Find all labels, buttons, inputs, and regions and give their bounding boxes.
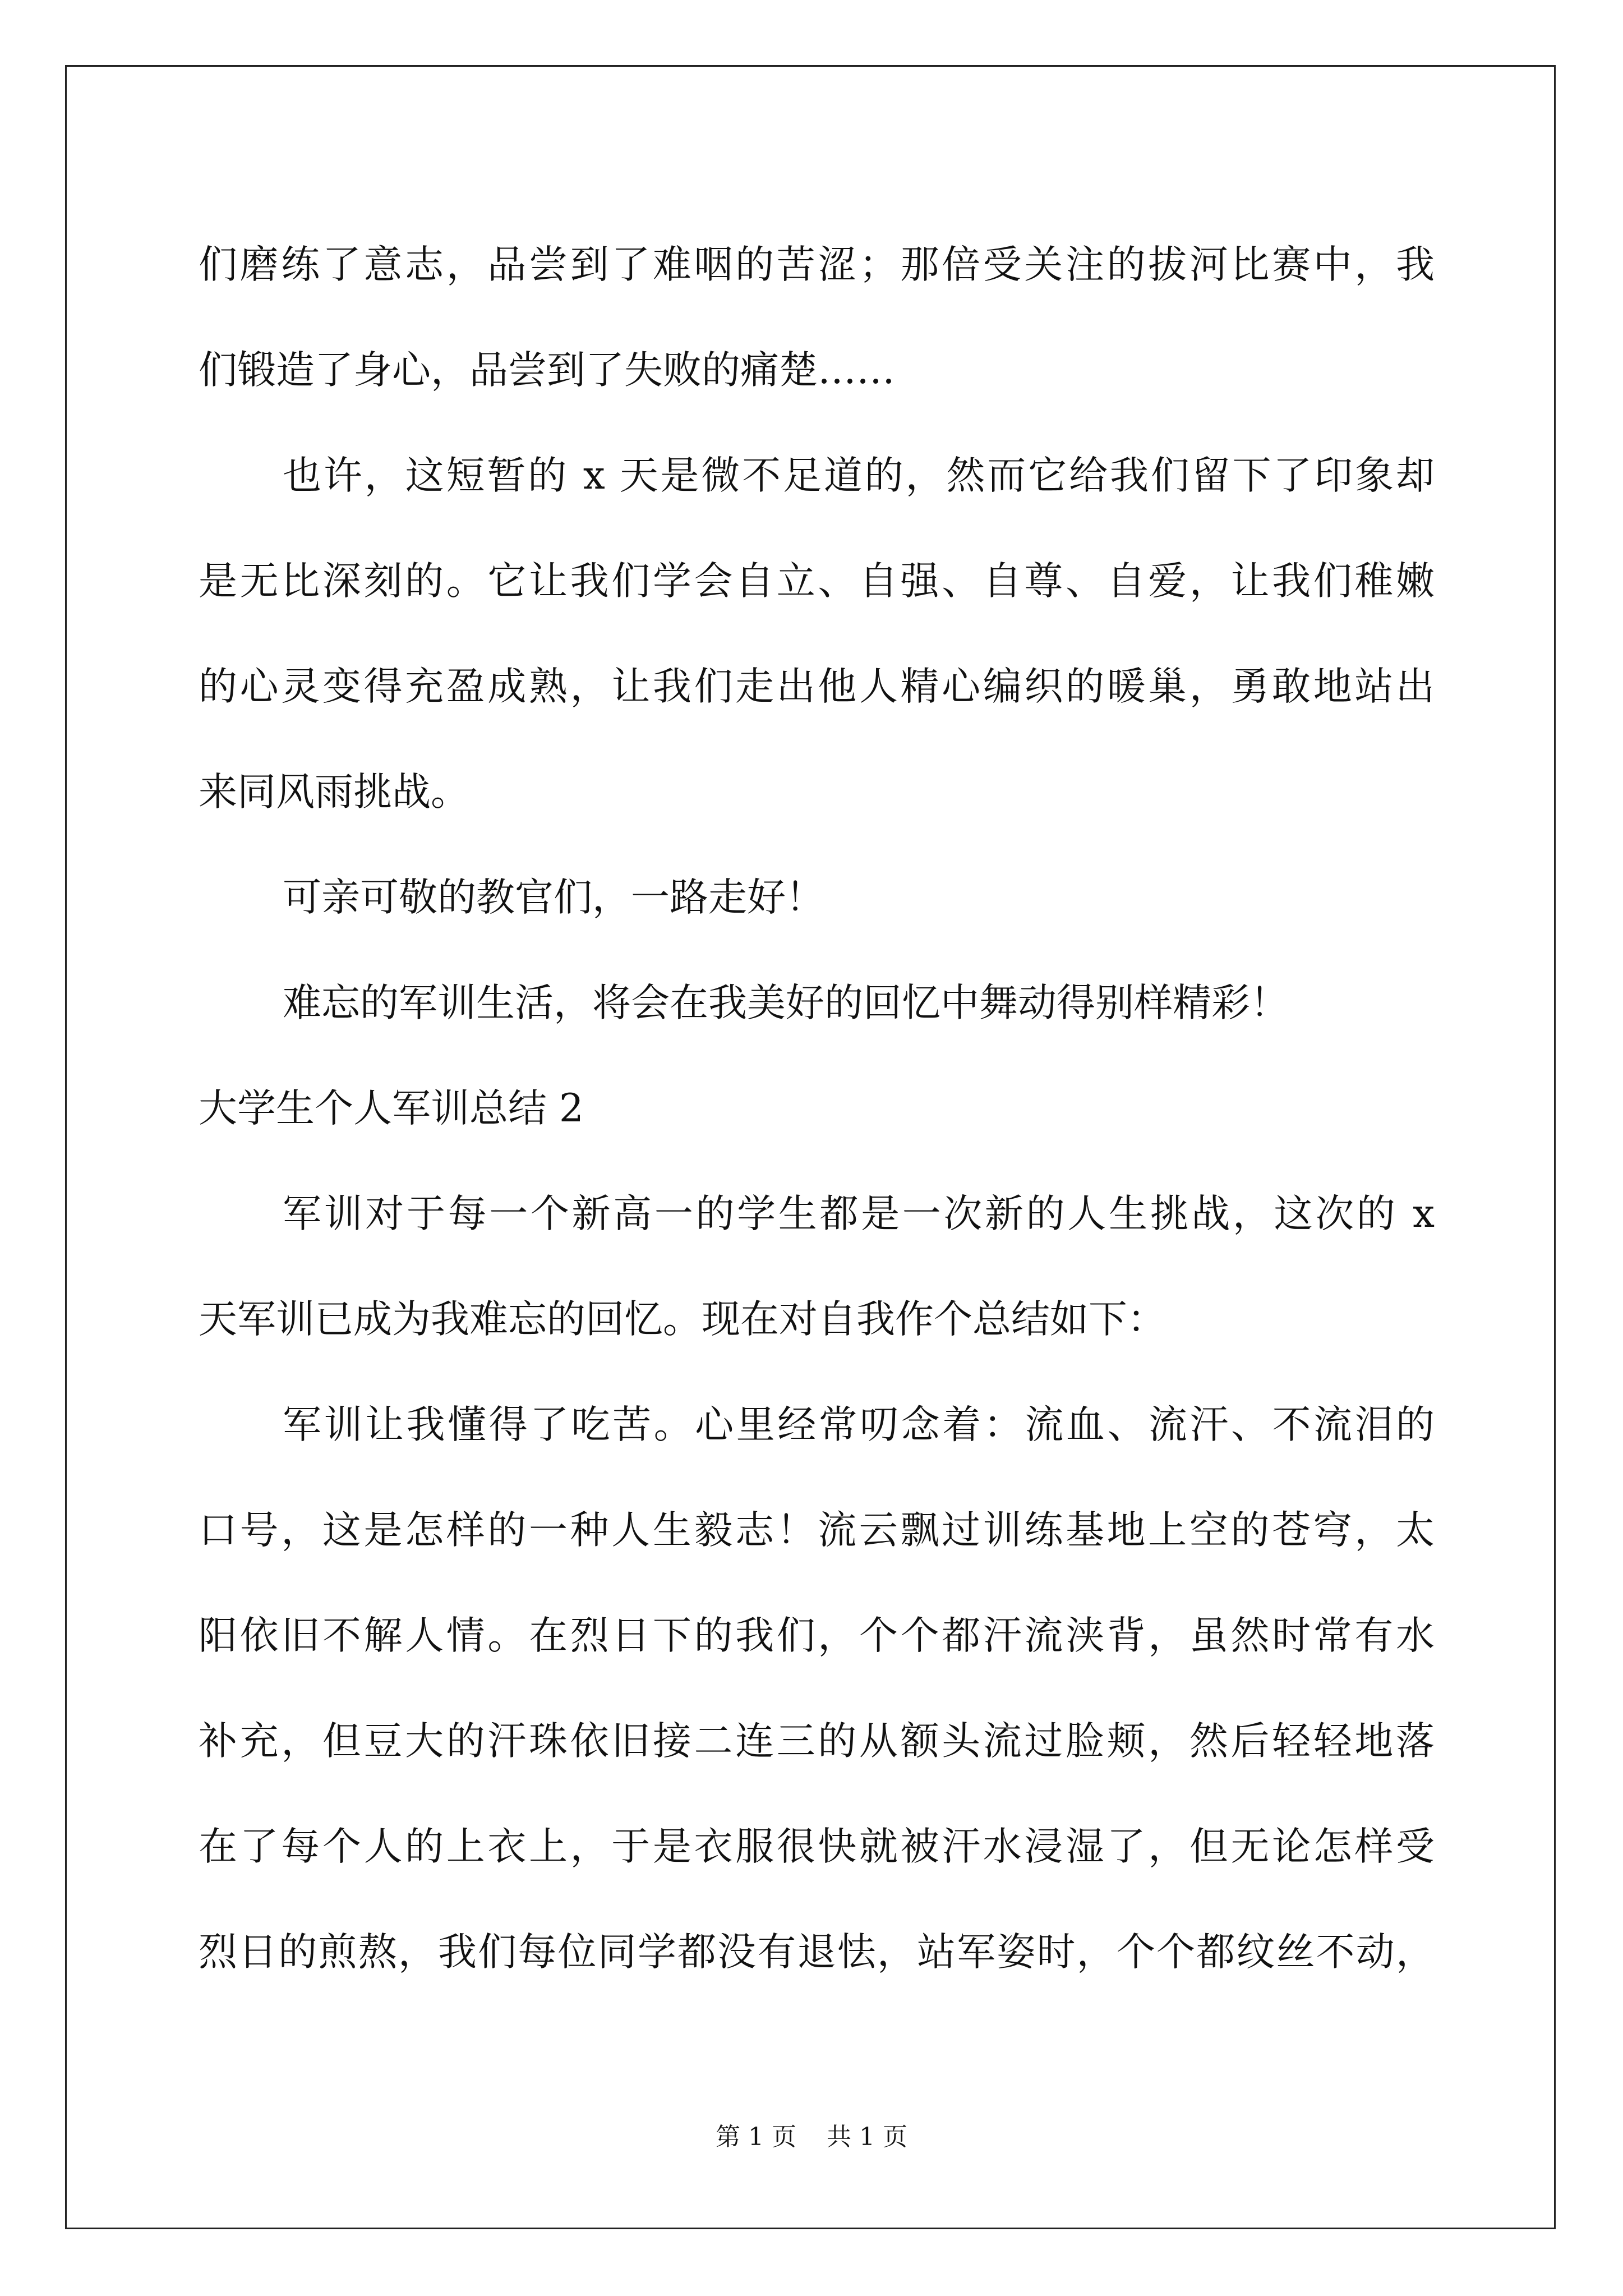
body-line: 们磨练了意志，品尝到了难咽的苦涩；那倍受关注的拔河比赛中，我 [199,242,1435,287]
page-total: 共 1 页 [827,2123,907,2151]
body-line: 补充，但豆大的汗珠依旧接二连三的从额头流过脸颊，然后轻轻地落 [199,1719,1435,1764]
body-line: 烈日的煎熬，我们每位同学都没有退怯，站军姿时，个个都纹丝不动， [199,1930,1435,1975]
body-line: 阳依旧不解人情。在烈日下的我们，个个都汗流浃背，虽然时常有水 [199,1613,1435,1658]
body-line: 军训对于每一个新高一的学生都是一次新的人生挑战，这次的 x [283,1191,1435,1236]
document-body [199,212,1435,2005]
body-line: 难忘的军训生活，将会在我美好的回忆中舞动得别样精彩！ [283,981,1289,1025]
body-line: 可亲可敬的教官们，一路走好！ [283,875,824,920]
body-line: 口号，这是怎样的一种人生毅志！流云飘过训练基地上空的苍穹，太 [199,1508,1435,1553]
body-line: 来同风雨挑战。 [199,770,469,815]
section-heading: 大学生个人军训总结 2 [199,1086,584,1131]
body-line: 在了每个人的上衣上，于是衣服很快就被汗水浸湿了，但无论怎样受 [199,1824,1435,1869]
page-number: 第 1 页 [716,2123,796,2151]
body-line: 是无比深刻的。它让我们学会自立、自强、自尊、自爱，让我们稚嫩 [199,559,1435,604]
page-footer [0,2120,1623,2154]
body-line: 军训让我懂得了吃苦。心里经常叨念着：流血、流汗、不流泪的 [283,1402,1435,1447]
body-line: 们锻造了身心，品尝到了失败的痛楚…… [199,348,895,393]
body-line: 天军训已成为我难忘的回忆。现在对自我作个总结如下： [199,1297,1166,1342]
body-line: 的心灵变得充盈成熟，让我们走出他人精心编织的暖巢，勇敢地站出 [199,664,1435,709]
body-line: 也许，这短暂的 x 天是微不足道的，然而它给我们留下了印象却 [283,453,1435,498]
